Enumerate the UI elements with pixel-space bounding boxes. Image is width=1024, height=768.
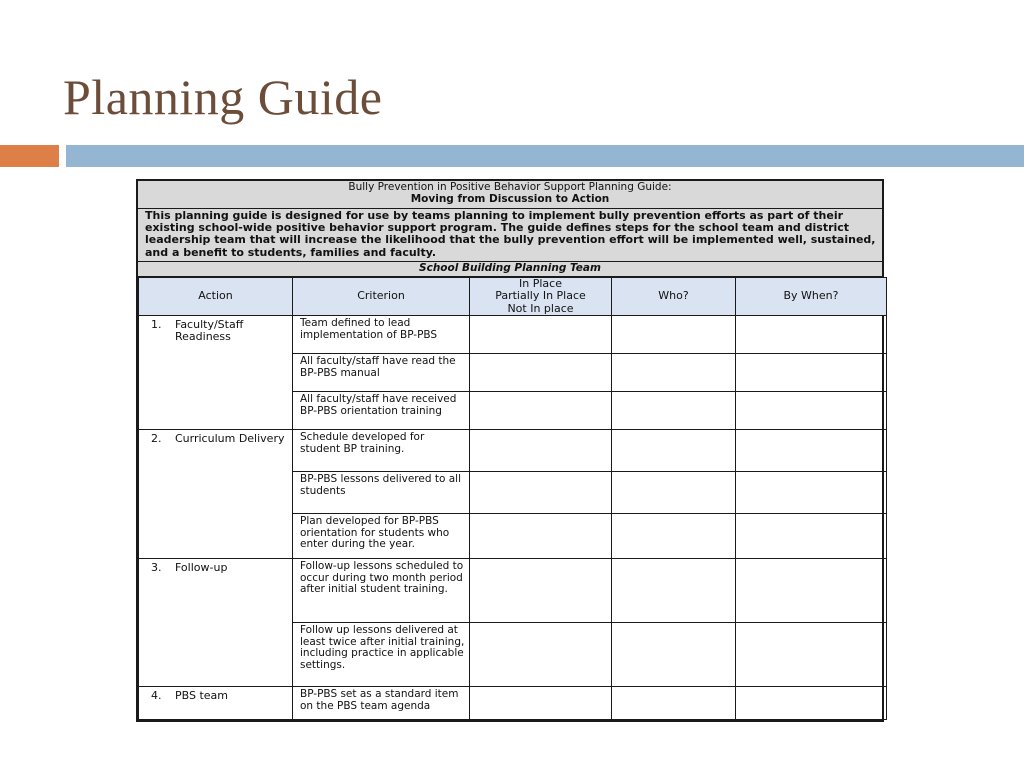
- action-number: 4.: [151, 688, 162, 702]
- status-option-not-in-place: Not In place: [507, 301, 574, 315]
- slide-title: Planning Guide: [63, 69, 383, 125]
- action-label: Follow-up: [175, 560, 228, 574]
- guide-intro: This planning guide is designed for use by teams planning to implement bully prevention efforts as part of their existing school-wide positive behavior support program. The guide defines steps for the school team and district leadership team that will increase the likelihood that the bully prevention effort will be implemented well, sustained, and a benefit to students, families and faculty.: [138, 209, 882, 263]
- by-when-cell[interactable]: [736, 471, 887, 513]
- table-row: [139, 429, 887, 471]
- status-cell[interactable]: [470, 558, 612, 622]
- guide-header-subtitle: Moving from Discussion to Action: [410, 192, 610, 205]
- who-cell[interactable]: [612, 391, 736, 429]
- who-cell[interactable]: [612, 353, 736, 391]
- table-row: [139, 315, 887, 353]
- status-cell[interactable]: [470, 353, 612, 391]
- col-header-who: Who?: [612, 277, 736, 315]
- criterion-cell: Follow up lessons delivered at least twice after initial training, including practice in applicable settings.: [293, 622, 470, 686]
- status-cell[interactable]: [470, 622, 612, 686]
- status-cell[interactable]: [470, 471, 612, 513]
- accent-bar-orange: [0, 145, 59, 167]
- who-cell[interactable]: [612, 471, 736, 513]
- col-header-action: Action: [139, 277, 293, 315]
- table-row: [139, 686, 887, 719]
- status-option-in-place: In Place: [519, 276, 562, 290]
- by-when-cell[interactable]: [736, 391, 887, 429]
- status-option-partial: Partially In Place: [495, 289, 586, 303]
- action-cell: [139, 315, 293, 429]
- table-row: [139, 558, 887, 622]
- action-number: 1.: [151, 317, 162, 331]
- action-cell: [139, 558, 293, 686]
- col-header-criterion: Criterion: [293, 277, 470, 315]
- criterion-cell: All faculty/staff have read the BP-PBS manual: [293, 353, 470, 391]
- who-cell[interactable]: [612, 686, 736, 719]
- criterion-cell: Follow-up lessons scheduled to occur during two month period after initial student training.: [293, 558, 470, 622]
- status-cell[interactable]: [470, 391, 612, 429]
- criterion-cell: Team defined to lead implementation of BP-PBS: [293, 315, 470, 353]
- col-header-status: [470, 277, 612, 315]
- action-cell: [139, 686, 293, 719]
- status-cell[interactable]: [470, 429, 612, 471]
- who-cell[interactable]: [612, 513, 736, 558]
- by-when-cell[interactable]: [736, 622, 887, 686]
- action-label: PBS team: [175, 688, 229, 702]
- criterion-cell: Plan developed for BP-PBS orientation for students who enter during the year.: [293, 513, 470, 558]
- by-when-cell[interactable]: [736, 513, 887, 558]
- who-cell[interactable]: [612, 429, 736, 471]
- criterion-cell: BP-PBS set as a standard item on the PBS team agenda: [293, 686, 470, 719]
- criterion-cell: Schedule developed for student BP training.: [293, 429, 470, 471]
- planning-guide-table: [136, 179, 884, 722]
- action-label: Faculty/Staff Readiness: [175, 317, 244, 344]
- status-cell[interactable]: [470, 315, 612, 353]
- by-when-cell[interactable]: [736, 429, 887, 471]
- action-cell: [139, 429, 293, 558]
- guide-header-title: Bully Prevention in Positive Behavior Support Planning Guide:: [348, 181, 672, 193]
- status-cell[interactable]: [470, 686, 612, 719]
- who-cell[interactable]: [612, 622, 736, 686]
- action-number: 3.: [151, 560, 162, 574]
- action-label: Curriculum Delivery: [175, 431, 285, 445]
- who-cell[interactable]: [612, 315, 736, 353]
- action-number: 2.: [151, 431, 162, 445]
- accent-bar-blue: [66, 145, 1024, 167]
- by-when-cell[interactable]: [736, 686, 887, 719]
- action-table: [138, 277, 887, 720]
- guide-header: [138, 181, 882, 209]
- criterion-cell: All faculty/staff have received BP-PBS orientation training: [293, 391, 470, 429]
- by-when-cell[interactable]: [736, 558, 887, 622]
- status-cell[interactable]: [470, 513, 612, 558]
- by-when-cell[interactable]: [736, 315, 887, 353]
- criterion-cell: BP-PBS lessons delivered to all students: [293, 471, 470, 513]
- by-when-cell[interactable]: [736, 353, 887, 391]
- col-header-by-when: By When?: [736, 277, 887, 315]
- who-cell[interactable]: [612, 558, 736, 622]
- team-heading: School Building Planning Team: [138, 262, 882, 277]
